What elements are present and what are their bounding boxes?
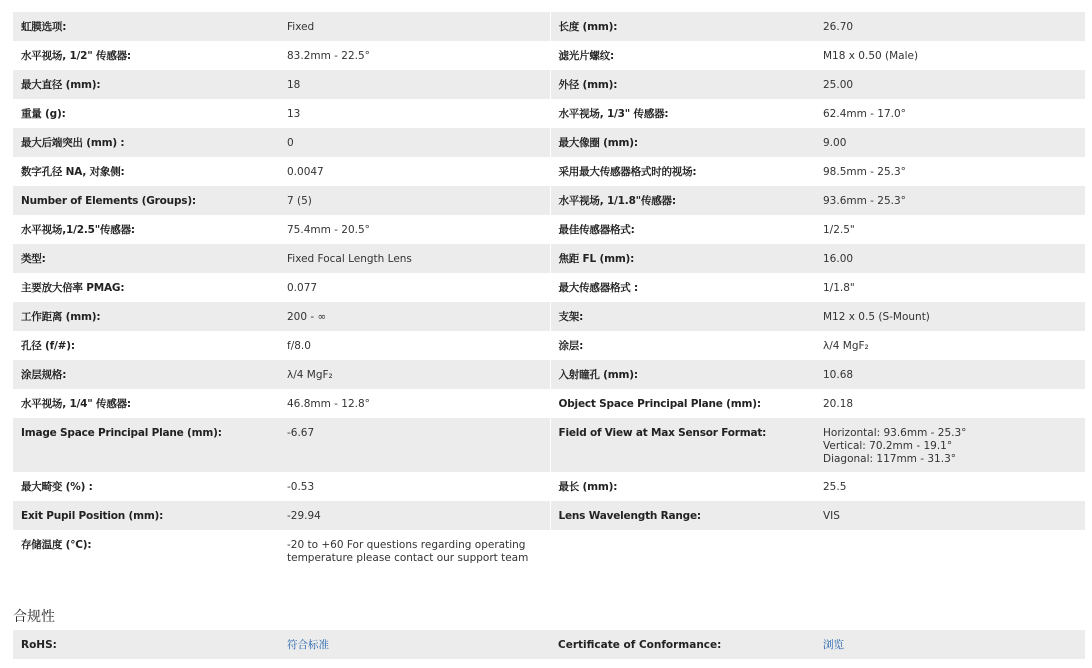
spec-label: 涂层:: [550, 331, 815, 360]
compliance-heading: 合规性: [13, 609, 55, 625]
spec-row: [13, 389, 1085, 418]
compliance-table: [13, 630, 1085, 659]
spec-value: 26.70: [815, 12, 1085, 41]
spec-row: [13, 157, 1085, 186]
spec-label: 水平视场,1/2.5"传感器:: [13, 215, 279, 244]
spec-label: 最大直径 (mm):: [13, 70, 279, 99]
spec-label: 最大像圈 (mm):: [550, 128, 815, 157]
spec-label: [550, 530, 815, 571]
spec-label: 涂层规格:: [13, 360, 279, 389]
spec-label: 采用最大传感器格式时的视场:: [550, 157, 815, 186]
spec-value: 25.00: [815, 70, 1085, 99]
spec-row: [13, 215, 1085, 244]
spec-value: -20 to +60 For questions regarding operating temperature please contact our support team: [279, 530, 550, 571]
spec-label: 孔径 (f/#):: [13, 331, 279, 360]
rohs-value-link[interactable]: [279, 630, 550, 659]
spec-row: [13, 70, 1085, 99]
spec-label: Number of Elements (Groups):: [13, 186, 279, 215]
spec-value: 0.077: [279, 273, 550, 302]
certificate-view-text[interactable]: 浏览: [823, 639, 844, 651]
spec-label: 存储温度 (°C):: [13, 530, 279, 571]
spec-row: [13, 128, 1085, 157]
certificate-label: Certificate of Conformance:: [550, 630, 815, 659]
spec-value: 1/1.8": [815, 273, 1085, 302]
spec-label: 最长 (mm):: [550, 472, 815, 501]
spec-label: 支架:: [550, 302, 815, 331]
spec-row: [13, 244, 1085, 273]
spec-value: Horizontal: 93.6mm - 25.3° Vertical: 70.2mm - 19.1° Diagonal: 117mm - 31.3°: [815, 418, 1085, 472]
spec-label: 外径 (mm):: [550, 70, 815, 99]
spec-value: 62.4mm - 17.0°: [815, 99, 1085, 128]
spec-label: 工作距离 (mm):: [13, 302, 279, 331]
spec-label: 数字孔径 NA, 对象侧:: [13, 157, 279, 186]
spec-row: [13, 418, 1085, 472]
spec-label: 水平视场, 1/2" 传感器:: [13, 41, 279, 70]
spec-label: 水平视场, 1/4" 传感器:: [13, 389, 279, 418]
spec-row: [13, 12, 1085, 41]
spec-label: 类型:: [13, 244, 279, 273]
spec-value: 0: [279, 128, 550, 157]
spec-value: 20.18: [815, 389, 1085, 418]
spec-value: Fixed Focal Length Lens: [279, 244, 550, 273]
spec-label: Image Space Principal Plane (mm):: [13, 418, 279, 472]
spec-label: 水平视场, 1/3" 传感器:: [550, 99, 815, 128]
spec-value: VIS: [815, 501, 1085, 530]
spec-value: 16.00: [815, 244, 1085, 273]
spec-label: 水平视场, 1/1.8"传感器:: [550, 186, 815, 215]
spec-value: λ/4 MgF₂: [279, 360, 550, 389]
spec-value: 9.00: [815, 128, 1085, 157]
specifications-table: [13, 12, 1085, 571]
spec-value: -6.67: [279, 418, 550, 472]
spec-value: 13: [279, 99, 550, 128]
spec-value: 98.5mm - 25.3°: [815, 157, 1085, 186]
spec-row: [13, 472, 1085, 501]
spec-row: [13, 360, 1085, 389]
spec-label: 入射瞳孔 (mm):: [550, 360, 815, 389]
spec-value: 75.4mm - 20.5°: [279, 215, 550, 244]
spec-label: 滤光片螺纹:: [550, 41, 815, 70]
spec-value: 0.0047: [279, 157, 550, 186]
spec-value: 46.8mm - 12.8°: [279, 389, 550, 418]
spec-value: 1/2.5": [815, 215, 1085, 244]
spec-label: 最大畸变 (%) :: [13, 472, 279, 501]
spec-row: [13, 99, 1085, 128]
spec-value: 10.68: [815, 360, 1085, 389]
spec-label: 虹膜选项:: [13, 12, 279, 41]
spec-value: Fixed: [279, 12, 550, 41]
spec-label: Field of View at Max Sensor Format:: [550, 418, 815, 472]
spec-value: 93.6mm - 25.3°: [815, 186, 1085, 215]
rohs-label: RoHS:: [13, 630, 279, 659]
spec-label: 焦距 FL (mm):: [550, 244, 815, 273]
spec-row: [13, 530, 1085, 571]
spec-value: f/8.0: [279, 331, 550, 360]
spec-value: 83.2mm - 22.5°: [279, 41, 550, 70]
spec-label: Lens Wavelength Range:: [550, 501, 815, 530]
spec-row: [13, 501, 1085, 530]
certificate-view-link[interactable]: [815, 630, 1085, 659]
specifications-body: [13, 12, 1085, 571]
spec-label: 最大后端突出 (mm) :: [13, 128, 279, 157]
spec-label: 最佳传感器格式:: [550, 215, 815, 244]
spec-value: 18: [279, 70, 550, 99]
spec-value: 25.5: [815, 472, 1085, 501]
spec-value: M12 x 0.5 (S-Mount): [815, 302, 1085, 331]
spec-row: [13, 273, 1085, 302]
spec-value: λ/4 MgF₂: [815, 331, 1085, 360]
spec-label: 主要放大倍率 PMAG:: [13, 273, 279, 302]
spec-row: [13, 331, 1085, 360]
spec-label: Object Space Principal Plane (mm):: [550, 389, 815, 418]
spec-label: 最大传感器格式 :: [550, 273, 815, 302]
spec-row: [13, 186, 1085, 215]
spec-label: 长度 (mm):: [550, 12, 815, 41]
spec-label: 重量 (g):: [13, 99, 279, 128]
spec-value: M18 x 0.50 (Male): [815, 41, 1085, 70]
spec-value: 7 (5): [279, 186, 550, 215]
spec-value: [815, 530, 1085, 571]
spec-row: [13, 302, 1085, 331]
spec-value: -0.53: [279, 472, 550, 501]
spec-value: 200 - ∞: [279, 302, 550, 331]
compliance-row: [13, 630, 1085, 659]
spec-row: [13, 41, 1085, 70]
spec-value: -29.94: [279, 501, 550, 530]
rohs-value-text[interactable]: 符合标准: [287, 639, 329, 651]
spec-label: Exit Pupil Position (mm):: [13, 501, 279, 530]
